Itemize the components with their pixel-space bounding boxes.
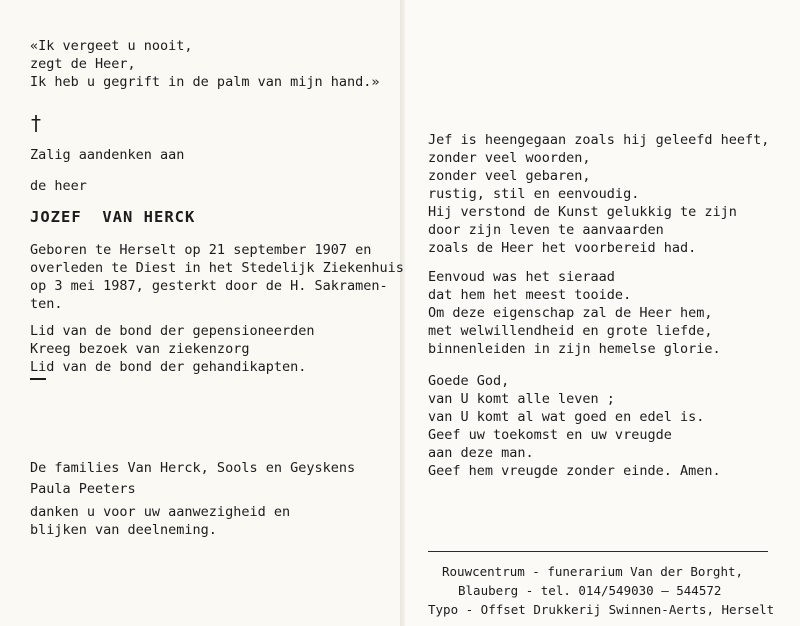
bio-line: Geboren te Herselt op 21 september 1907 en <box>30 242 372 258</box>
prayer-line: van U komt al wat goed en edel is. <box>428 409 705 425</box>
families-text: De families Van Herck, Sools en Geyskens <box>30 460 356 476</box>
separator-dash <box>30 378 46 380</box>
stanza-line: Jef is heengegaan zoals hij geleefd heeft, <box>428 132 770 148</box>
intro-text: Zalig aandenken aan <box>30 147 185 163</box>
prayer-line: Goede God, <box>428 373 510 389</box>
footer-line: Typo - Offset Drukkerij Swinnen-Aerts, Herselt <box>428 602 775 617</box>
bio-line: op 3 mei 1987, gesterkt door de H. Sakramen- <box>30 278 388 294</box>
stanza-line: met welwillendheid en grote liefde, <box>428 323 713 339</box>
prayer-line: Geef hem vreugde zonder einde. Amen. <box>428 463 721 479</box>
thanks-line: danken u voor uw aanwezigheid en <box>30 504 291 520</box>
footer-rule <box>428 551 768 552</box>
stanza-line: zonder veel gebaren, <box>428 168 591 184</box>
stanza-line: zoals de Heer het voorbereid had. <box>428 240 697 256</box>
membership-line: Lid van de bond der gehandikapten. <box>30 359 307 375</box>
biography <box>30 241 404 313</box>
stanza-line: Hij verstond de Kunst gelukkig te zijn <box>428 204 737 220</box>
quote-line: zegt de Heer, <box>30 56 136 72</box>
prayer-line: van U komt alle leven ; <box>428 391 615 407</box>
stanza-line: zonder veel woorden, <box>428 150 591 166</box>
footer-line: Blauberg - tel. 014/549030 — 544572 <box>458 583 722 598</box>
cross-icon: † <box>30 111 43 135</box>
memberships <box>30 322 314 376</box>
printer-footer <box>428 562 774 619</box>
title-text: de heer <box>30 178 87 194</box>
stanza-line: dat hem het meest tooide. <box>428 287 632 303</box>
thanks-text <box>30 503 290 539</box>
prayer <box>428 372 721 480</box>
prayer-line: aan deze man. <box>428 445 534 461</box>
stanza-one <box>428 131 769 257</box>
stanza-two <box>428 268 721 358</box>
stanza-line: door zijn leven te aanvaarden <box>428 222 664 238</box>
stanza-line: Eenvoud was het sieraad <box>428 269 615 285</box>
bio-line: ten. <box>30 296 63 312</box>
bible-quote <box>30 37 380 91</box>
stanza-line: Om deze eigenschap zal de Heer hem, <box>428 305 713 321</box>
membership-line: Kreeg bezoek van ziekenzorg <box>30 341 250 357</box>
stanza-line: rustig, stil en eenvoudig. <box>428 186 640 202</box>
quote-line: «Ik vergeet u nooit, <box>30 38 193 54</box>
prayer-line: Geef uw toekomst en uw vreugde <box>428 427 672 443</box>
deceased-name: JOZEF VAN HERCK <box>30 208 196 226</box>
thanks-line: blijken van deelneming. <box>30 522 217 538</box>
person-text: Paula Peeters <box>30 481 136 497</box>
membership-line: Lid van de bond der gepensioneerden <box>30 323 315 339</box>
bio-line: overleden te Diest in het Stedelijk Ziekenhuis <box>30 260 404 276</box>
quote-line: Ik heb u gegrift in de palm van mijn hand.» <box>30 74 380 90</box>
footer-line: Rouwcentrum - funerarium Van der Borght, <box>442 564 744 579</box>
stanza-line: binnenleiden in zijn hemelse glorie. <box>428 341 721 357</box>
